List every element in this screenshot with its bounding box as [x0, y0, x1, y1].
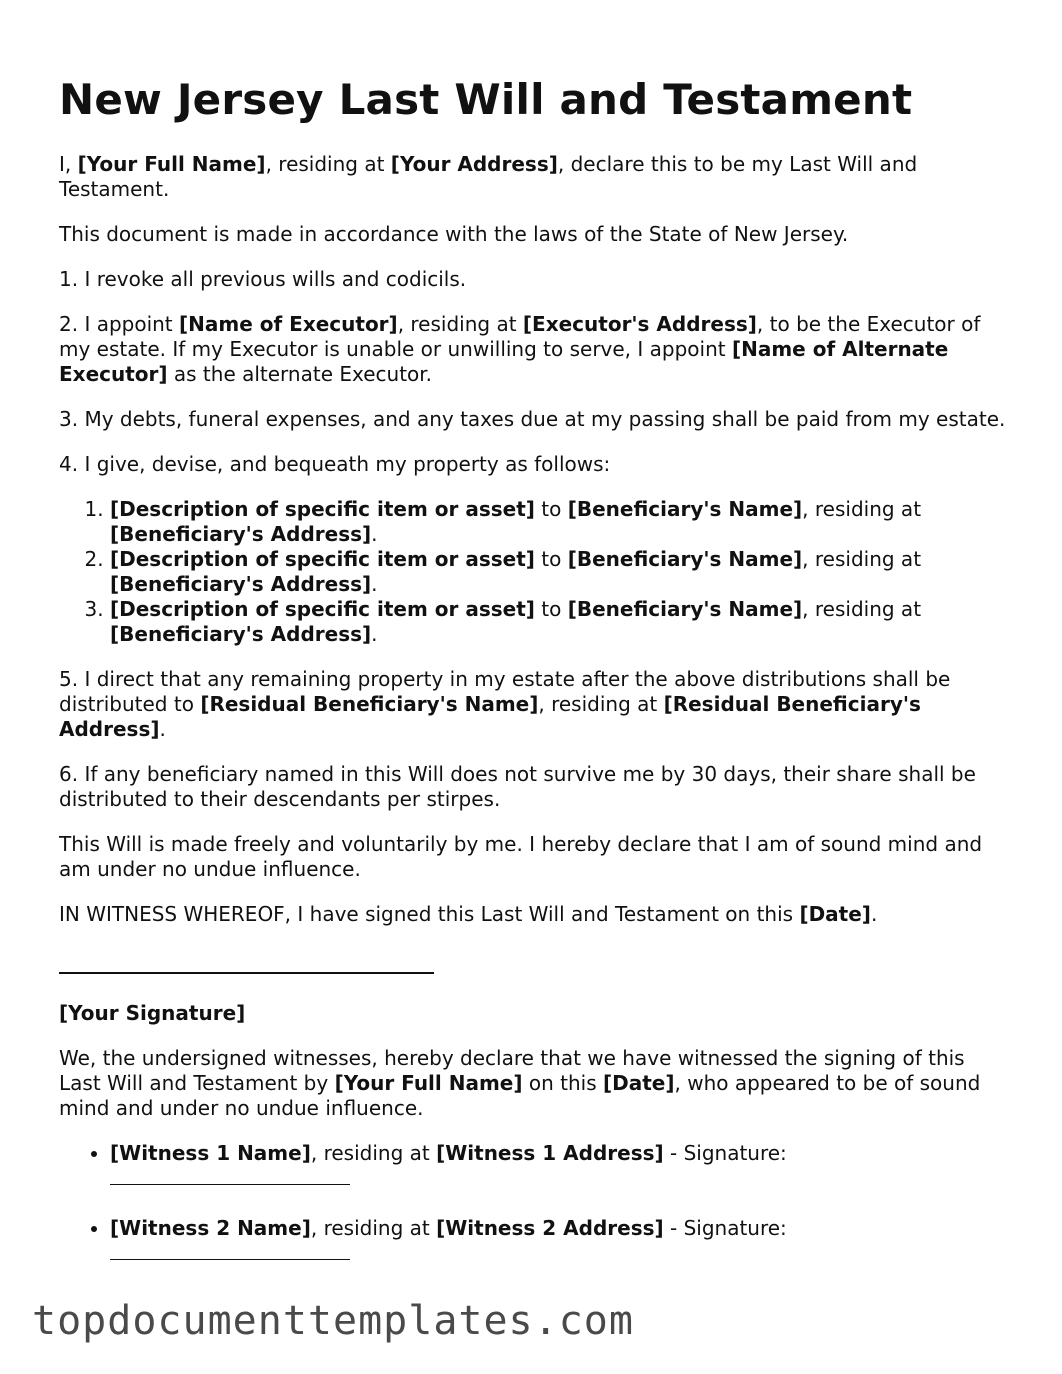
text-span: to [534, 597, 568, 621]
declaration-paragraph: This Will is made freely and voluntarily by me. I hereby declare that I am of sound mind and am under no undue influence. [59, 832, 983, 881]
witness-signature-line [110, 1168, 350, 1185]
text-span: , who appeared to be of sound mind and under no undue influence. [59, 1071, 981, 1120]
witness-list [59, 1141, 1009, 1266]
witness-name-placeholder: [Witness 1 Name] [110, 1141, 311, 1165]
text-span: . [371, 622, 378, 646]
text-span: , declare this to be my Last Will and Testament. [59, 152, 918, 201]
alternate-executor-placeholder: [Name of Alternate Executor] [59, 337, 949, 386]
beneficiary-address-placeholder: [Beneficiary's Address] [110, 522, 372, 546]
testator-name-placeholder: [Your Full Name] [77, 152, 266, 176]
text-span: 5. I direct that any remaining property in my estate after the above distributions shall be distributed to [59, 667, 951, 716]
text-span: , residing at [397, 312, 523, 336]
bequest-item [110, 547, 1009, 597]
residual-address-placeholder: [Residual Beneficiary's Address] [59, 692, 921, 741]
witness-whereof-paragraph [59, 902, 1009, 927]
date-placeholder: [Date] [799, 902, 871, 926]
text-span: to [534, 497, 568, 521]
text-span: to [534, 547, 568, 571]
witness-name-placeholder: [Witness 2 Name] [110, 1216, 311, 1240]
text-span: . [870, 902, 878, 926]
clause-3: 3. My debts, funeral expenses, and any taxes due at my passing shall be paid from my estate. [59, 407, 1006, 431]
text-span: , residing at [802, 597, 922, 621]
date-placeholder: [Date] [603, 1071, 675, 1095]
signature-label [59, 1001, 1009, 1026]
witness-address-placeholder: [Witness 1 Address] [436, 1141, 664, 1165]
clause-1: 1. I revoke all previous wills and codicils. [59, 267, 467, 291]
text-span: , residing at [538, 692, 664, 716]
clause-4: 4. I give, devise, and bequeath my property as follows: [59, 452, 611, 476]
signature-placeholder: [Your Signature] [59, 1001, 246, 1025]
signature-line [59, 972, 434, 974]
document-page [59, 74, 1009, 1286]
text-span: - Signature: [663, 1141, 787, 1165]
text-span: as the alternate Executor. [167, 362, 433, 386]
text-span: on this [522, 1071, 603, 1095]
jurisdiction-paragraph: This document is made in accordance with the laws of the State of New Jersey. [59, 222, 849, 246]
witness-signature-line [110, 1243, 350, 1260]
beneficiary-name-placeholder: [Beneficiary's Name] [567, 497, 803, 521]
text-span: IN WITNESS WHEREOF, I have signed this Last Will and Testament on this [59, 902, 800, 926]
text-span: , residing at [310, 1216, 437, 1240]
asset-placeholder: [Description of specific item or asset] [110, 597, 535, 621]
executor-name-placeholder: [Name of Executor] [179, 312, 398, 336]
text-span: , residing at [802, 547, 922, 571]
testator-name-placeholder: [Your Full Name] [334, 1071, 523, 1095]
text-span: , residing at [265, 152, 391, 176]
text-span: - Signature: [663, 1216, 787, 1240]
witness-item [110, 1216, 1009, 1266]
text-span: , residing at [310, 1141, 437, 1165]
beneficiary-name-placeholder: [Beneficiary's Name] [567, 547, 803, 571]
intro-paragraph [59, 152, 1009, 202]
watermark: topdocumenttemplates.com [32, 1298, 634, 1344]
clause-2 [59, 312, 1009, 387]
bequest-item [110, 497, 1009, 547]
executor-address-placeholder: [Executor's Address] [522, 312, 757, 336]
spacer [110, 1191, 1009, 1216]
beneficiary-name-placeholder: [Beneficiary's Name] [567, 597, 803, 621]
text-span: , residing at [802, 497, 922, 521]
beneficiary-address-placeholder: [Beneficiary's Address] [110, 622, 372, 646]
bequest-item [110, 597, 1009, 647]
text-span: . [159, 717, 166, 741]
text-span: We, the undersigned witnesses, hereby declare that we have witnessed the signing of this Last Will and Testament by [59, 1046, 965, 1095]
witness-statement [59, 1046, 1009, 1121]
witness-address-placeholder: [Witness 2 Address] [436, 1216, 664, 1240]
residual-beneficiary-placeholder: [Residual Beneficiary's Name] [200, 692, 539, 716]
bequest-list [59, 497, 1009, 647]
clause-5 [59, 667, 1009, 742]
testator-address-placeholder: [Your Address] [390, 152, 558, 176]
asset-placeholder: [Description of specific item or asset] [110, 547, 535, 571]
text-span: . [371, 522, 378, 546]
beneficiary-address-placeholder: [Beneficiary's Address] [110, 572, 372, 596]
document-title: New Jersey Last Will and Testament [59, 75, 913, 124]
text-span: I, [59, 152, 78, 176]
text-span: . [371, 572, 378, 596]
text-span: 2. I appoint [59, 312, 180, 336]
asset-placeholder: [Description of specific item or asset] [110, 497, 535, 521]
witness-item [110, 1141, 1009, 1216]
clause-6: 6. If any beneficiary named in this Will does not survive me by 30 days, their share shall be distributed to their descendants per stirpes. [59, 762, 976, 811]
text-span: , to be the Executor of my estate. If my Executor is unable or unwilling to serve, I appoint [59, 312, 981, 361]
